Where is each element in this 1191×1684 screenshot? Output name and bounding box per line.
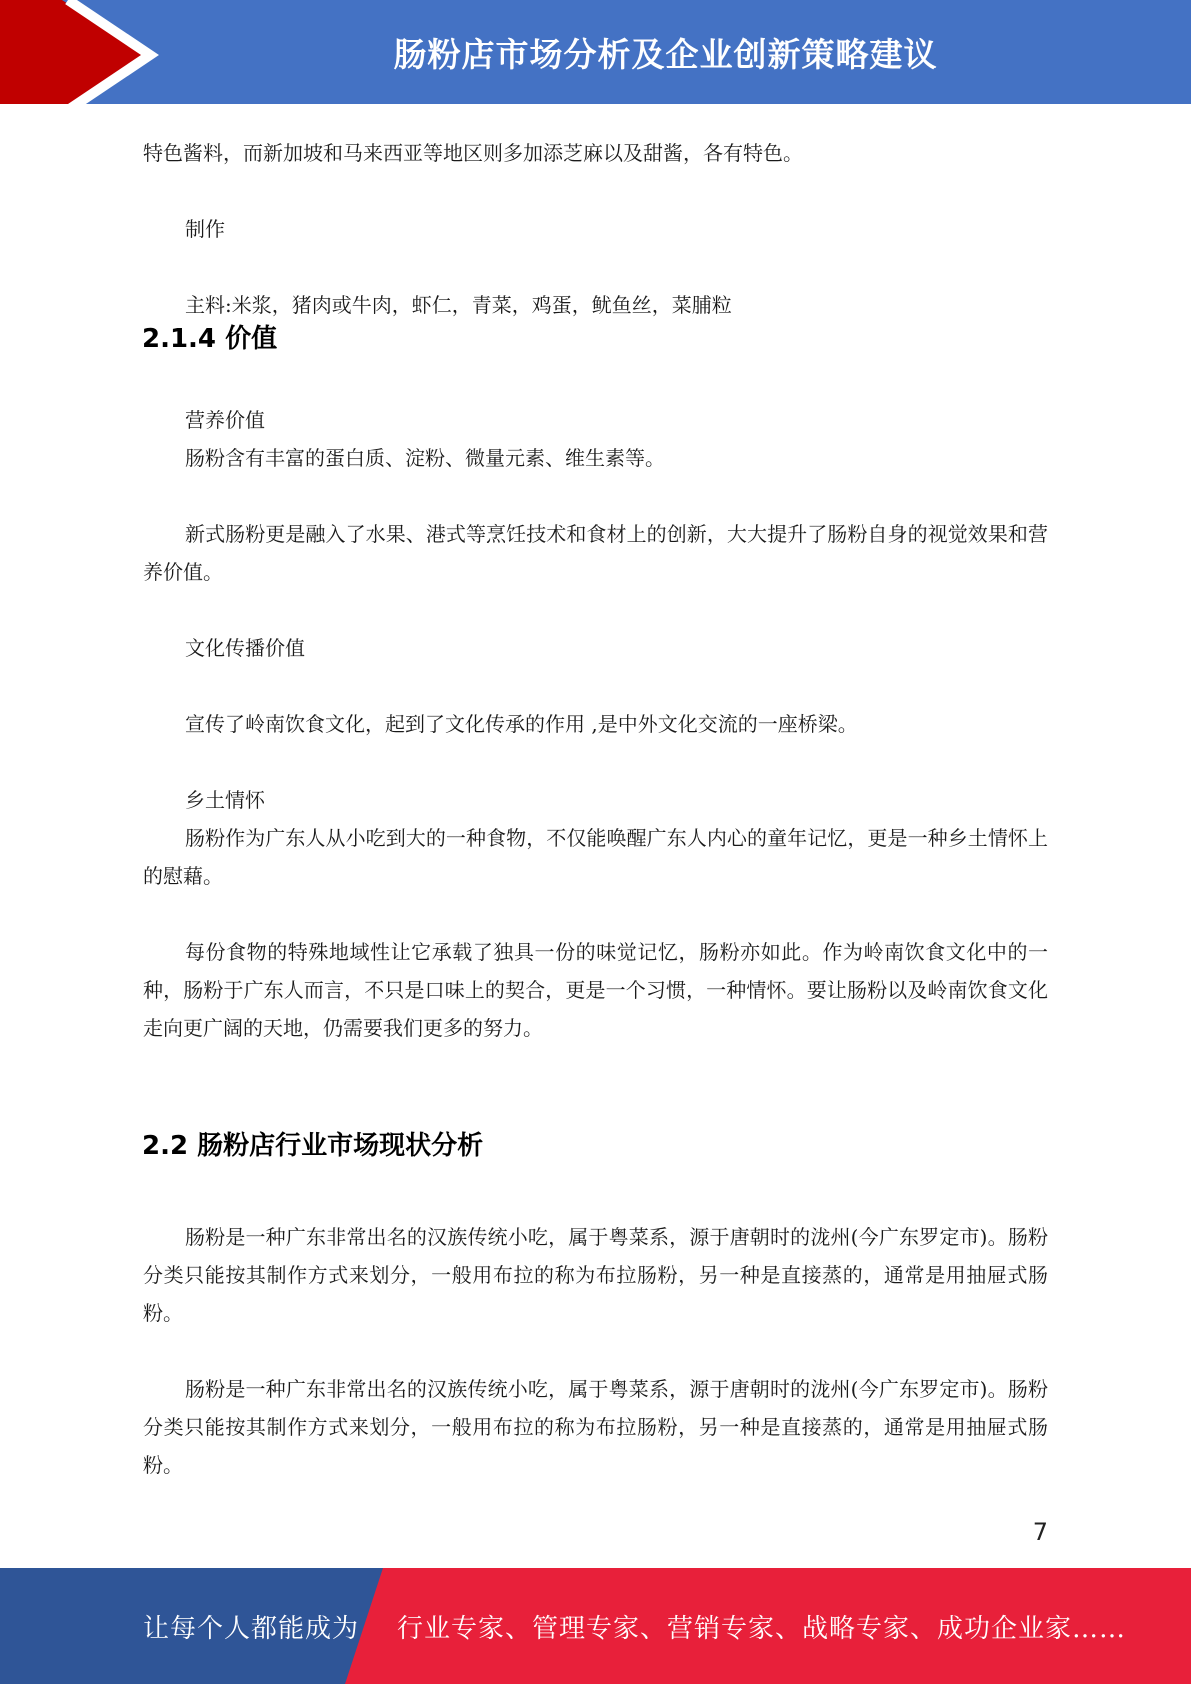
paragraph-origin-2: 肠粉是一种广东非常出名的汉族传统小吃，属于粤菜系，源于唐朝时的泷州(今广东罗定市)。肠粉分类只能按其制作方式来划分，一般用布拉的称为布拉肠粉，另一种是直接蒸的，通常是用抽屉式肠粉。 (143, 1377, 1048, 1477)
paragraph-nutrition: 肠粉含有丰富的蛋白质、淀粉、微量元素、维生素等。 (185, 446, 665, 470)
paragraph-culture: 宣传了岭南饮食文化，起到了文化传承的作用 ,是中外文化交流的一座桥梁。 (185, 712, 858, 736)
label-making: 制作 (185, 217, 225, 241)
paragraph-memory: 每份食物的特殊地域性让它承载了独具一份的味觉记忆，肠粉亦如此。作为岭南饮食文化中的一种，肠粉于广东人而言，不只是口味上的契合，更是一个习惯，一种情怀。要让肠粉以及岭南饮食文化走向更广阔的天地，仍需要我们更多的努力。 (143, 940, 1048, 1040)
footer-slogan-right: 行业专家、管理专家、营销专家、战略专家、成功企业家…… (397, 1613, 1127, 1644)
page-number: 7 (1032, 1518, 1048, 1546)
section-heading-2-1-4: 2.1.4 价值 (142, 324, 278, 354)
ingredients-line: 主料:米浆，猪肉或牛肉，虾仁，青菜，鸡蛋，鱿鱼丝，菜脯粒 (185, 293, 732, 317)
paragraph-sauce: 特色酱料，而新加坡和马来西亚等地区则多加添芝麻以及甜酱，各有特色。 (143, 141, 803, 165)
section-heading-2-2: 2.2 肠粉店行业市场现状分析 (142, 1131, 484, 1161)
label-homesick: 乡土情怀 (185, 788, 265, 812)
document-title: 肠粉店市场分析及企业创新策略建议 (393, 34, 938, 74)
paragraph-new-style: 新式肠粉更是融入了水果、港式等烹饪技术和食材上的创新，大大提升了肠粉自身的视觉效果和营养价值。 (143, 522, 1048, 584)
label-nutrition: 营养价值 (185, 408, 265, 432)
paragraph-homesick: 肠粉作为广东人从小吃到大的一种食物，不仅能唤醒广东人内心的童年记忆，更是一种乡土情怀上的慰藉。 (143, 826, 1048, 888)
page-footer (0, 1568, 1191, 1684)
paragraph-origin-1: 肠粉是一种广东非常出名的汉族传统小吃，属于粤菜系，源于唐朝时的泷州(今广东罗定市)。肠粉分类只能按其制作方式来划分，一般用布拉的称为布拉肠粉，另一种是直接蒸的，通常是用抽屉式肠粉。 (143, 1225, 1048, 1325)
label-culture: 文化传播价值 (185, 636, 305, 660)
footer-slogan-left: 让每个人都能成为 (143, 1613, 360, 1644)
page-header (0, 0, 1191, 110)
